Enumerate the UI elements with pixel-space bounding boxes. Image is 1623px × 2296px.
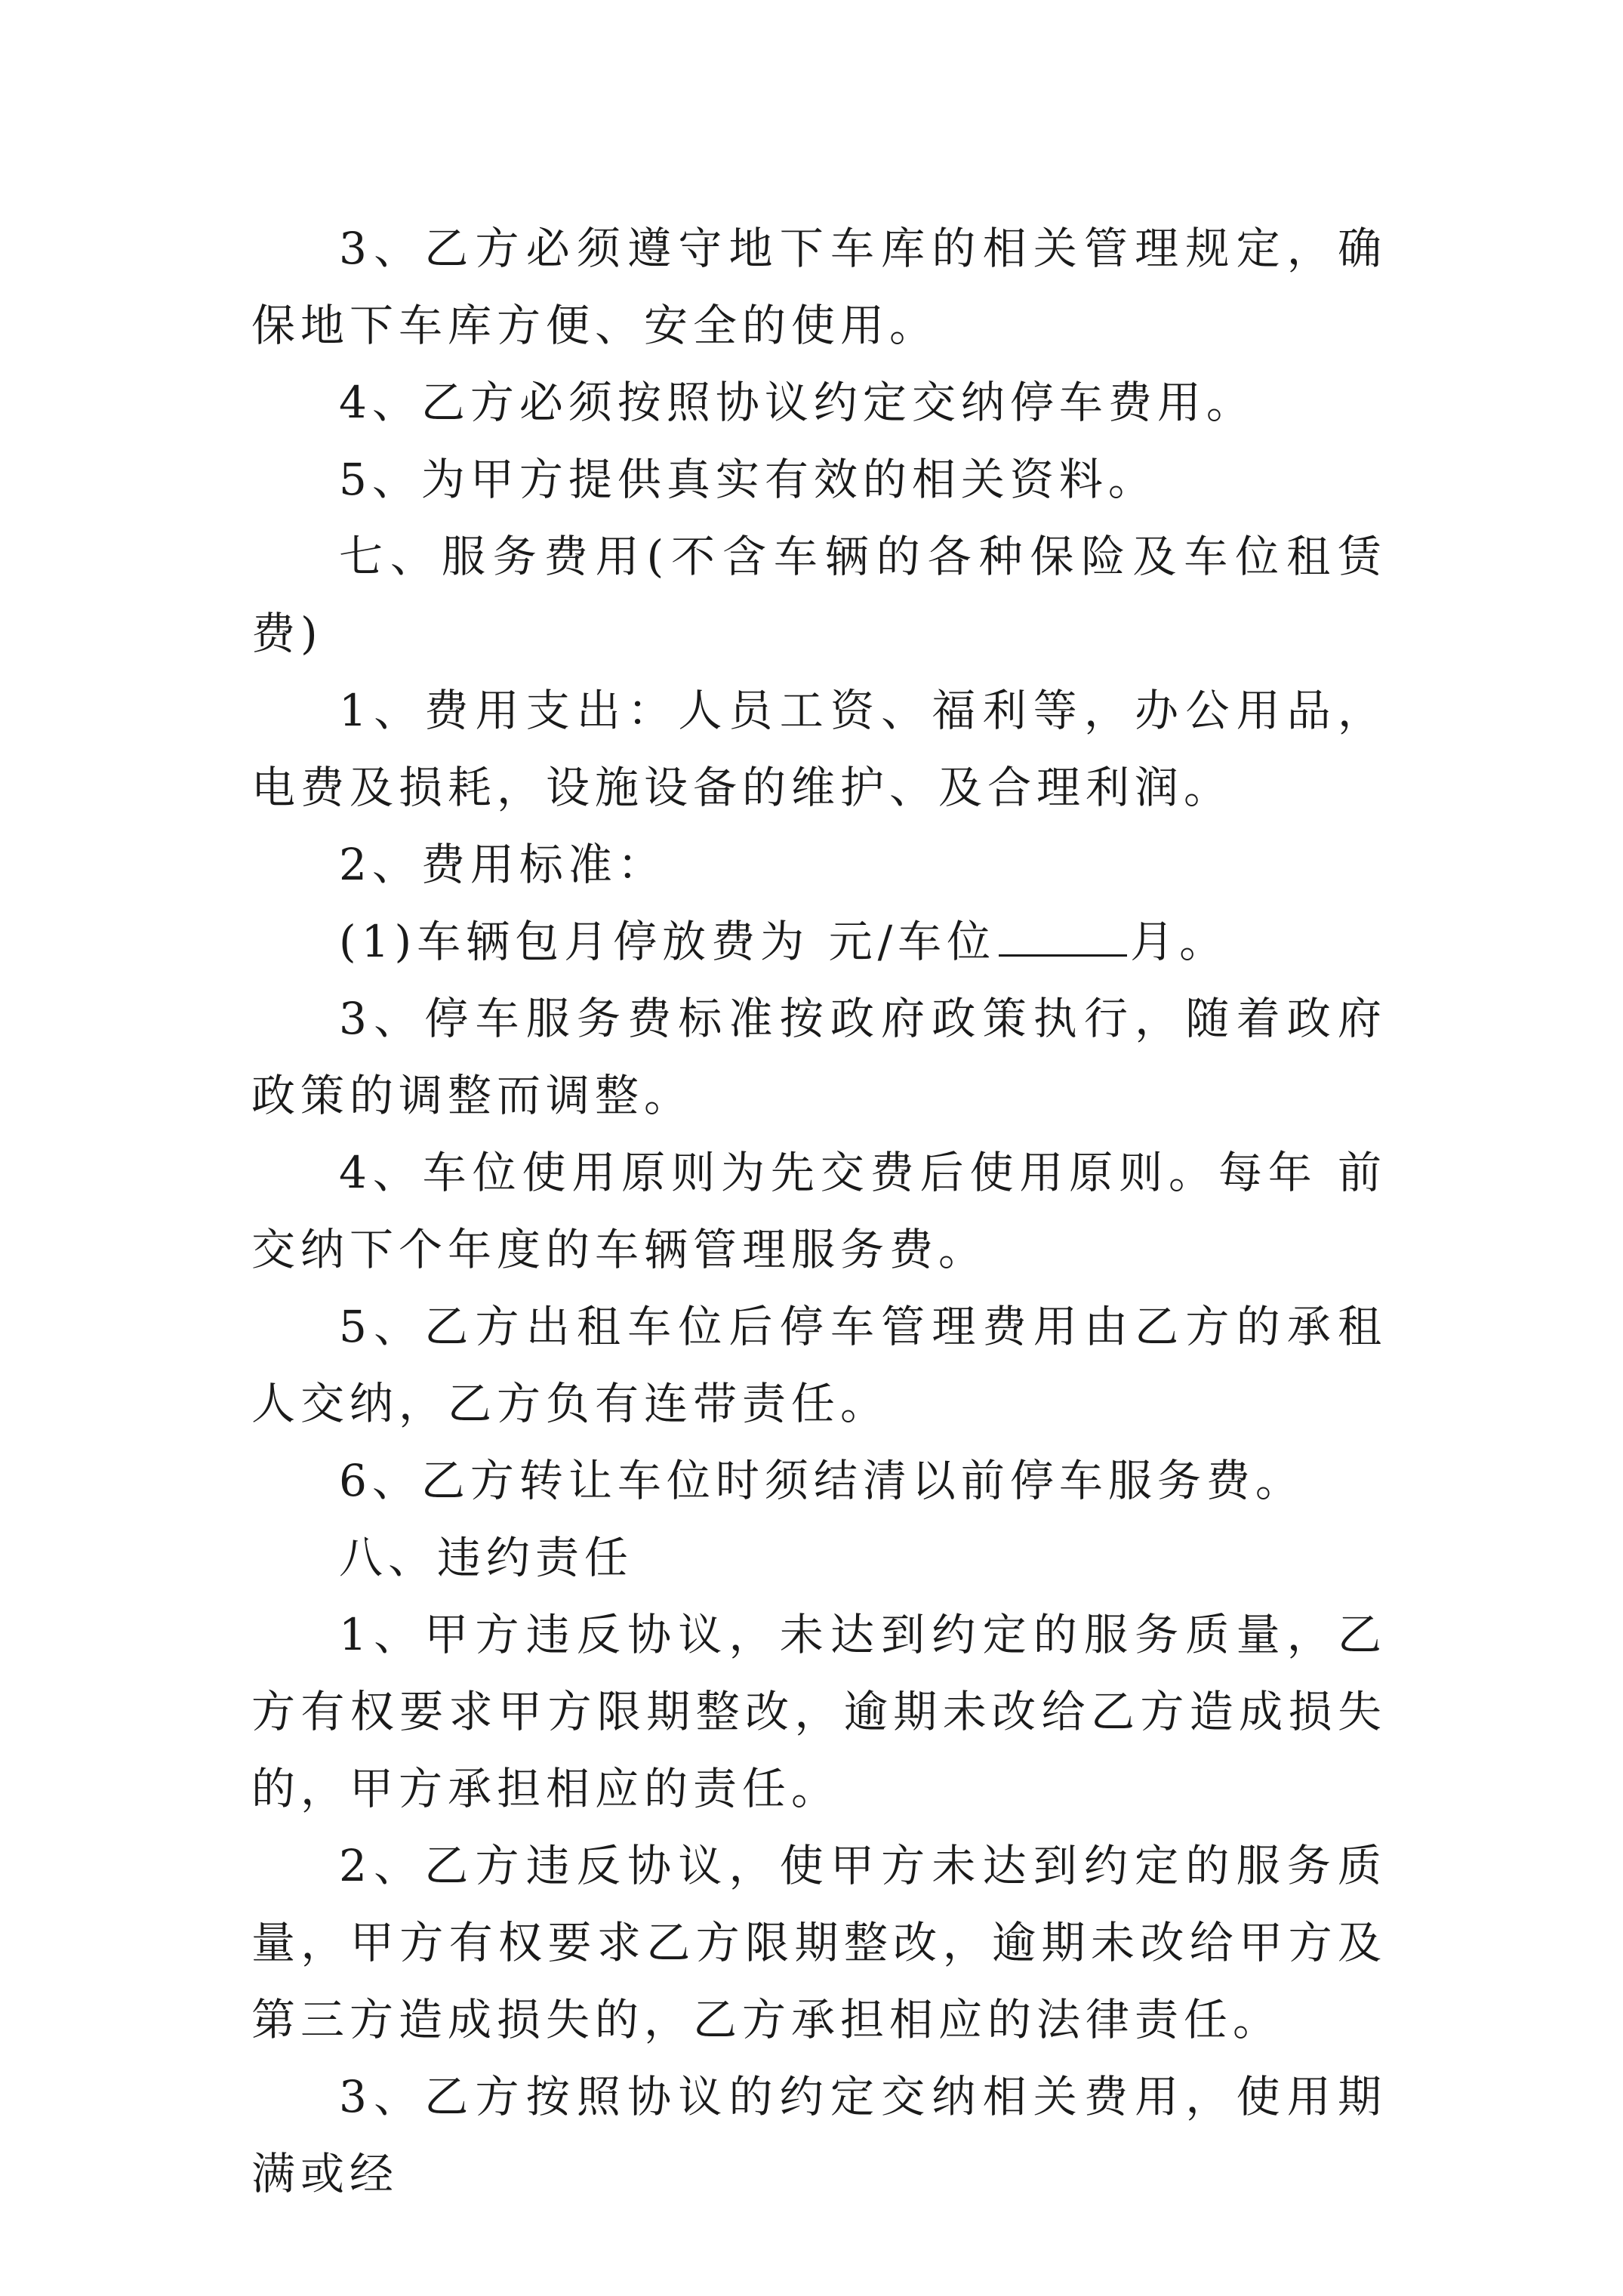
section-7-heading: 七、服务费用(不含车辆的各种保险及车位租赁费) (251, 531, 1387, 659)
clause-7-2-1-suffix: 月。 (1130, 916, 1229, 967)
clause-8-1: 1、甲方违反协议，未达到约定的服务质量，乙方有权要求甲方限期整改，逾期未改给乙方造成损失的，甲方承担相应的责任。 (251, 1609, 1387, 1814)
clause-8-2: 2、乙方违反协议，使甲方未达到约定的服务质量，甲方有权要求乙方限期整改，逾期未改给甲方及第三方造成损失的，乙方承担相应的法律责任。 (251, 1840, 1387, 2045)
clause-7-3: 3、停车服务费标准按政府政策执行，随着政府政策的调整而调整。 (251, 993, 1387, 1121)
clause-6-4: 4、乙方必须按照协议约定交纳停车费用。 (339, 377, 1255, 428)
clause-6-5: 5、为甲方提供真实有效的相关资料。 (339, 454, 1157, 505)
clause-7-2-1-text: (1)车辆包月停放费为 元/车位 (339, 916, 996, 967)
clause-7-4: 4、车位使用原则为先交费后使用原则。每年 前交纳下个年度的车辆管理服务费。 (251, 1147, 1387, 1275)
clause-8-3: 3、乙方按照协议的约定交纳相关费用，使用期满或经 (251, 2071, 1387, 2199)
section-8-heading: 八、违约责任 (339, 1532, 634, 1583)
clause-7-1: 1、费用支出：人员工资、福利等，办公用品，电费及损耗，设施设备的维护、及合理利润。 (251, 685, 1387, 813)
clause-7-2-1 (251, 903, 1387, 980)
fill-in-blank (999, 915, 1127, 957)
clause-6-3: 3、乙方必须遵守地下车库的相关管理规定，确保地下车库方便、安全的使用。 (251, 223, 1387, 351)
clause-7-2: 2、费用标准： (339, 839, 667, 890)
clause-7-6: 6、乙方转让车位时须结清以前停车服务费。 (339, 1455, 1304, 1506)
document-body (251, 210, 1387, 2212)
clause-7-5: 5、乙方出租车位后停车管理费用由乙方的承租人交纳，乙方负有连带责任。 (251, 1301, 1387, 1429)
